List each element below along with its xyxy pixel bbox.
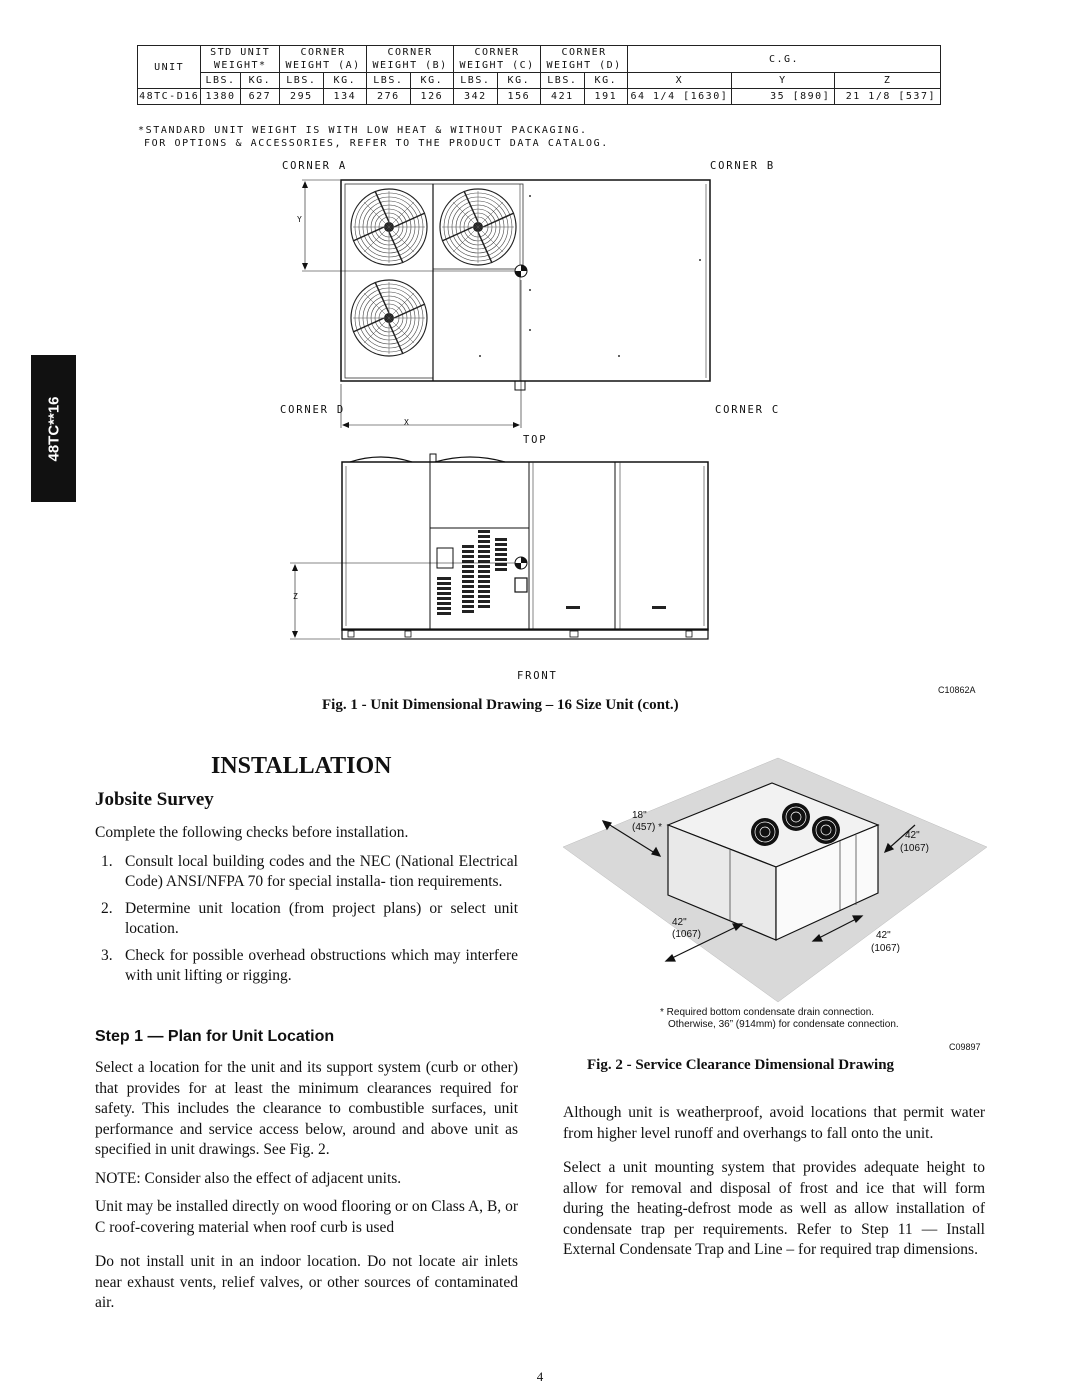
jobsite-survey-heading: Jobsite Survey — [95, 789, 214, 810]
header-corner-d: CORNER WEIGHT (D) — [541, 46, 628, 73]
step1-note: NOTE: Consider also the effect of adjacent units. — [95, 1169, 402, 1187]
header-std-weight: STD UNIT WEIGHT* — [201, 46, 280, 73]
clearance-42-right-label: 42" — [905, 830, 920, 841]
header-corner-c: CORNER WEIGHT (C) — [454, 46, 541, 73]
figure-2-code: C09897 — [949, 1042, 981, 1052]
cell-value: 126 — [410, 89, 454, 105]
cell-value: 134 — [323, 89, 367, 105]
figure-2-caption: Fig. 2 - Service Clearance Dimensional Drawing — [587, 1057, 895, 1073]
cell-value: 191 — [584, 89, 628, 105]
service-clearance-drawing — [560, 755, 1000, 1025]
condensate-footnote-2: Otherwise, 36” (914mm) for condensate connection. — [668, 1019, 899, 1030]
clearance-1067-front-label: (1067) — [672, 929, 701, 940]
cell-value: 295 — [280, 89, 324, 105]
list-item: 2. Determine unit location (from project plans) or select unit location. — [101, 899, 518, 937]
model-side-tab — [31, 355, 76, 502]
page-number: 4 — [536, 1369, 544, 1384]
header-kg: KG. — [410, 73, 454, 89]
step1-section — [95, 1058, 518, 1322]
cell-value: 276 — [367, 89, 411, 105]
header-lbs: LBS. — [201, 73, 240, 89]
clearance-1067-right-label: (1067) — [900, 843, 929, 854]
weatherproof-paragraph: Although unit is weatherproof, avoid locations that permit water from higher level runoff and overhangs to fall onto the unit. — [563, 1104, 985, 1142]
dim-x-label: X — [404, 418, 409, 427]
step1-heading: Step 1 — Plan for Unit Location — [95, 1028, 335, 1045]
figure-code: C10862A — [938, 685, 976, 695]
header-cg: C.G. — [628, 46, 941, 73]
cell-unit: 48TC-D16 — [138, 89, 201, 105]
condensate-footnote-1: * Required bottom condensate drain connection. — [660, 1007, 875, 1018]
step1-paragraph-1: Select a location for the unit and its support system (curb or other) that provides for at least the minimum clearances required for safety. This includes the clearance to combustible surfaces, unit performance and service access below, around and above unit as specified in unit drawings. See Fig. 2. — [95, 1059, 518, 1158]
header-kg: KG. — [497, 73, 541, 89]
model-side-tab-label: 48TC**16 — [45, 395, 62, 462]
header-lbs: LBS. — [541, 73, 585, 89]
step1-paragraph-3: Do not install unit in an indoor location. Do not locate air inlets near exhaust vents, relief valves, or other sources of contaminated air. — [95, 1253, 518, 1311]
cell-value: 421 — [541, 89, 585, 105]
header-kg: KG. — [323, 73, 367, 89]
list-item: 3. Check for possible overhead obstructions which may interfere with unit lifting or rigging. — [101, 946, 518, 984]
right-column-text — [563, 1103, 985, 1269]
header-y: Y — [731, 73, 835, 89]
corner-a-label: CORNER A — [282, 160, 347, 172]
jobsite-section — [95, 823, 518, 993]
header-kg: KG. — [584, 73, 628, 89]
cell-value: 156 — [497, 89, 541, 105]
dim-z-label: Z — [293, 592, 298, 601]
header-z: Z — [835, 73, 941, 89]
header-corner-a: CORNER WEIGHT (A) — [280, 46, 367, 73]
front-view-label: FRONT — [517, 670, 558, 682]
clearance-457-label: (457) * — [632, 822, 663, 833]
cell-value: 1380 — [201, 89, 240, 105]
clearance-42-side-label: 42" — [876, 930, 891, 941]
weight-note-2: FOR OPTIONS & ACCESSORIES, REFER TO THE PRODUCT DATA CATALOG. — [144, 138, 609, 149]
cell-value: 342 — [454, 89, 498, 105]
clearance-18-label: 18" — [632, 810, 647, 821]
clearance-1067-side-label: (1067) — [871, 943, 900, 954]
corner-d-label: CORNER D — [280, 404, 345, 416]
header-corner-b: CORNER WEIGHT (B) — [367, 46, 454, 73]
dim-y-label: Y — [297, 215, 302, 224]
cell-cg-x: 64 1/4 [1630] — [628, 89, 732, 105]
jobsite-intro: Complete the following checks before installation. — [95, 824, 409, 841]
clearance-42-front-label: 42" — [672, 917, 687, 928]
jobsite-checklist — [95, 852, 518, 987]
cell-cg-z: 21 1/8 [537] — [835, 89, 941, 105]
step1-paragraph-2: Unit may be installed directly on wood flooring or on Class A, B, or C roof-covering material when roof curb is used — [95, 1198, 518, 1236]
corner-c-label: CORNER C — [715, 404, 780, 416]
cell-value: 627 — [240, 89, 279, 105]
figure-1-caption: Fig. 1 - Unit Dimensional Drawing – 16 Size Unit (cont.) — [322, 697, 679, 713]
header-lbs: LBS. — [367, 73, 411, 89]
header-kg: KG. — [240, 73, 279, 89]
cell-cg-y: 35 [890] — [731, 89, 835, 105]
top-view-label: TOP — [523, 434, 548, 446]
mounting-paragraph: Select a unit mounting system that provides adequate height to allow for removal and disposal of frost and ice that will form during the heating-defrost mode as well as allow installation of condensate trap per requirements. Refer to Step 11 — Install External Condensate Trap and Line – for required trap dimensions. — [563, 1159, 985, 1258]
installation-heading: INSTALLATION — [211, 753, 392, 779]
header-x: X — [628, 73, 732, 89]
corner-b-label: CORNER B — [710, 160, 775, 172]
header-lbs: LBS. — [454, 73, 498, 89]
header-unit: UNIT — [138, 46, 201, 89]
header-lbs: LBS. — [280, 73, 324, 89]
list-item: 1. Consult local building codes and the NEC (National Electrical Code) ANSI/NFPA 70 for special installa- tion requirements. — [101, 852, 518, 890]
weight-note-1: *STANDARD UNIT WEIGHT IS WITH LOW HEAT & WITHOUT PACKAGING. — [138, 125, 588, 136]
